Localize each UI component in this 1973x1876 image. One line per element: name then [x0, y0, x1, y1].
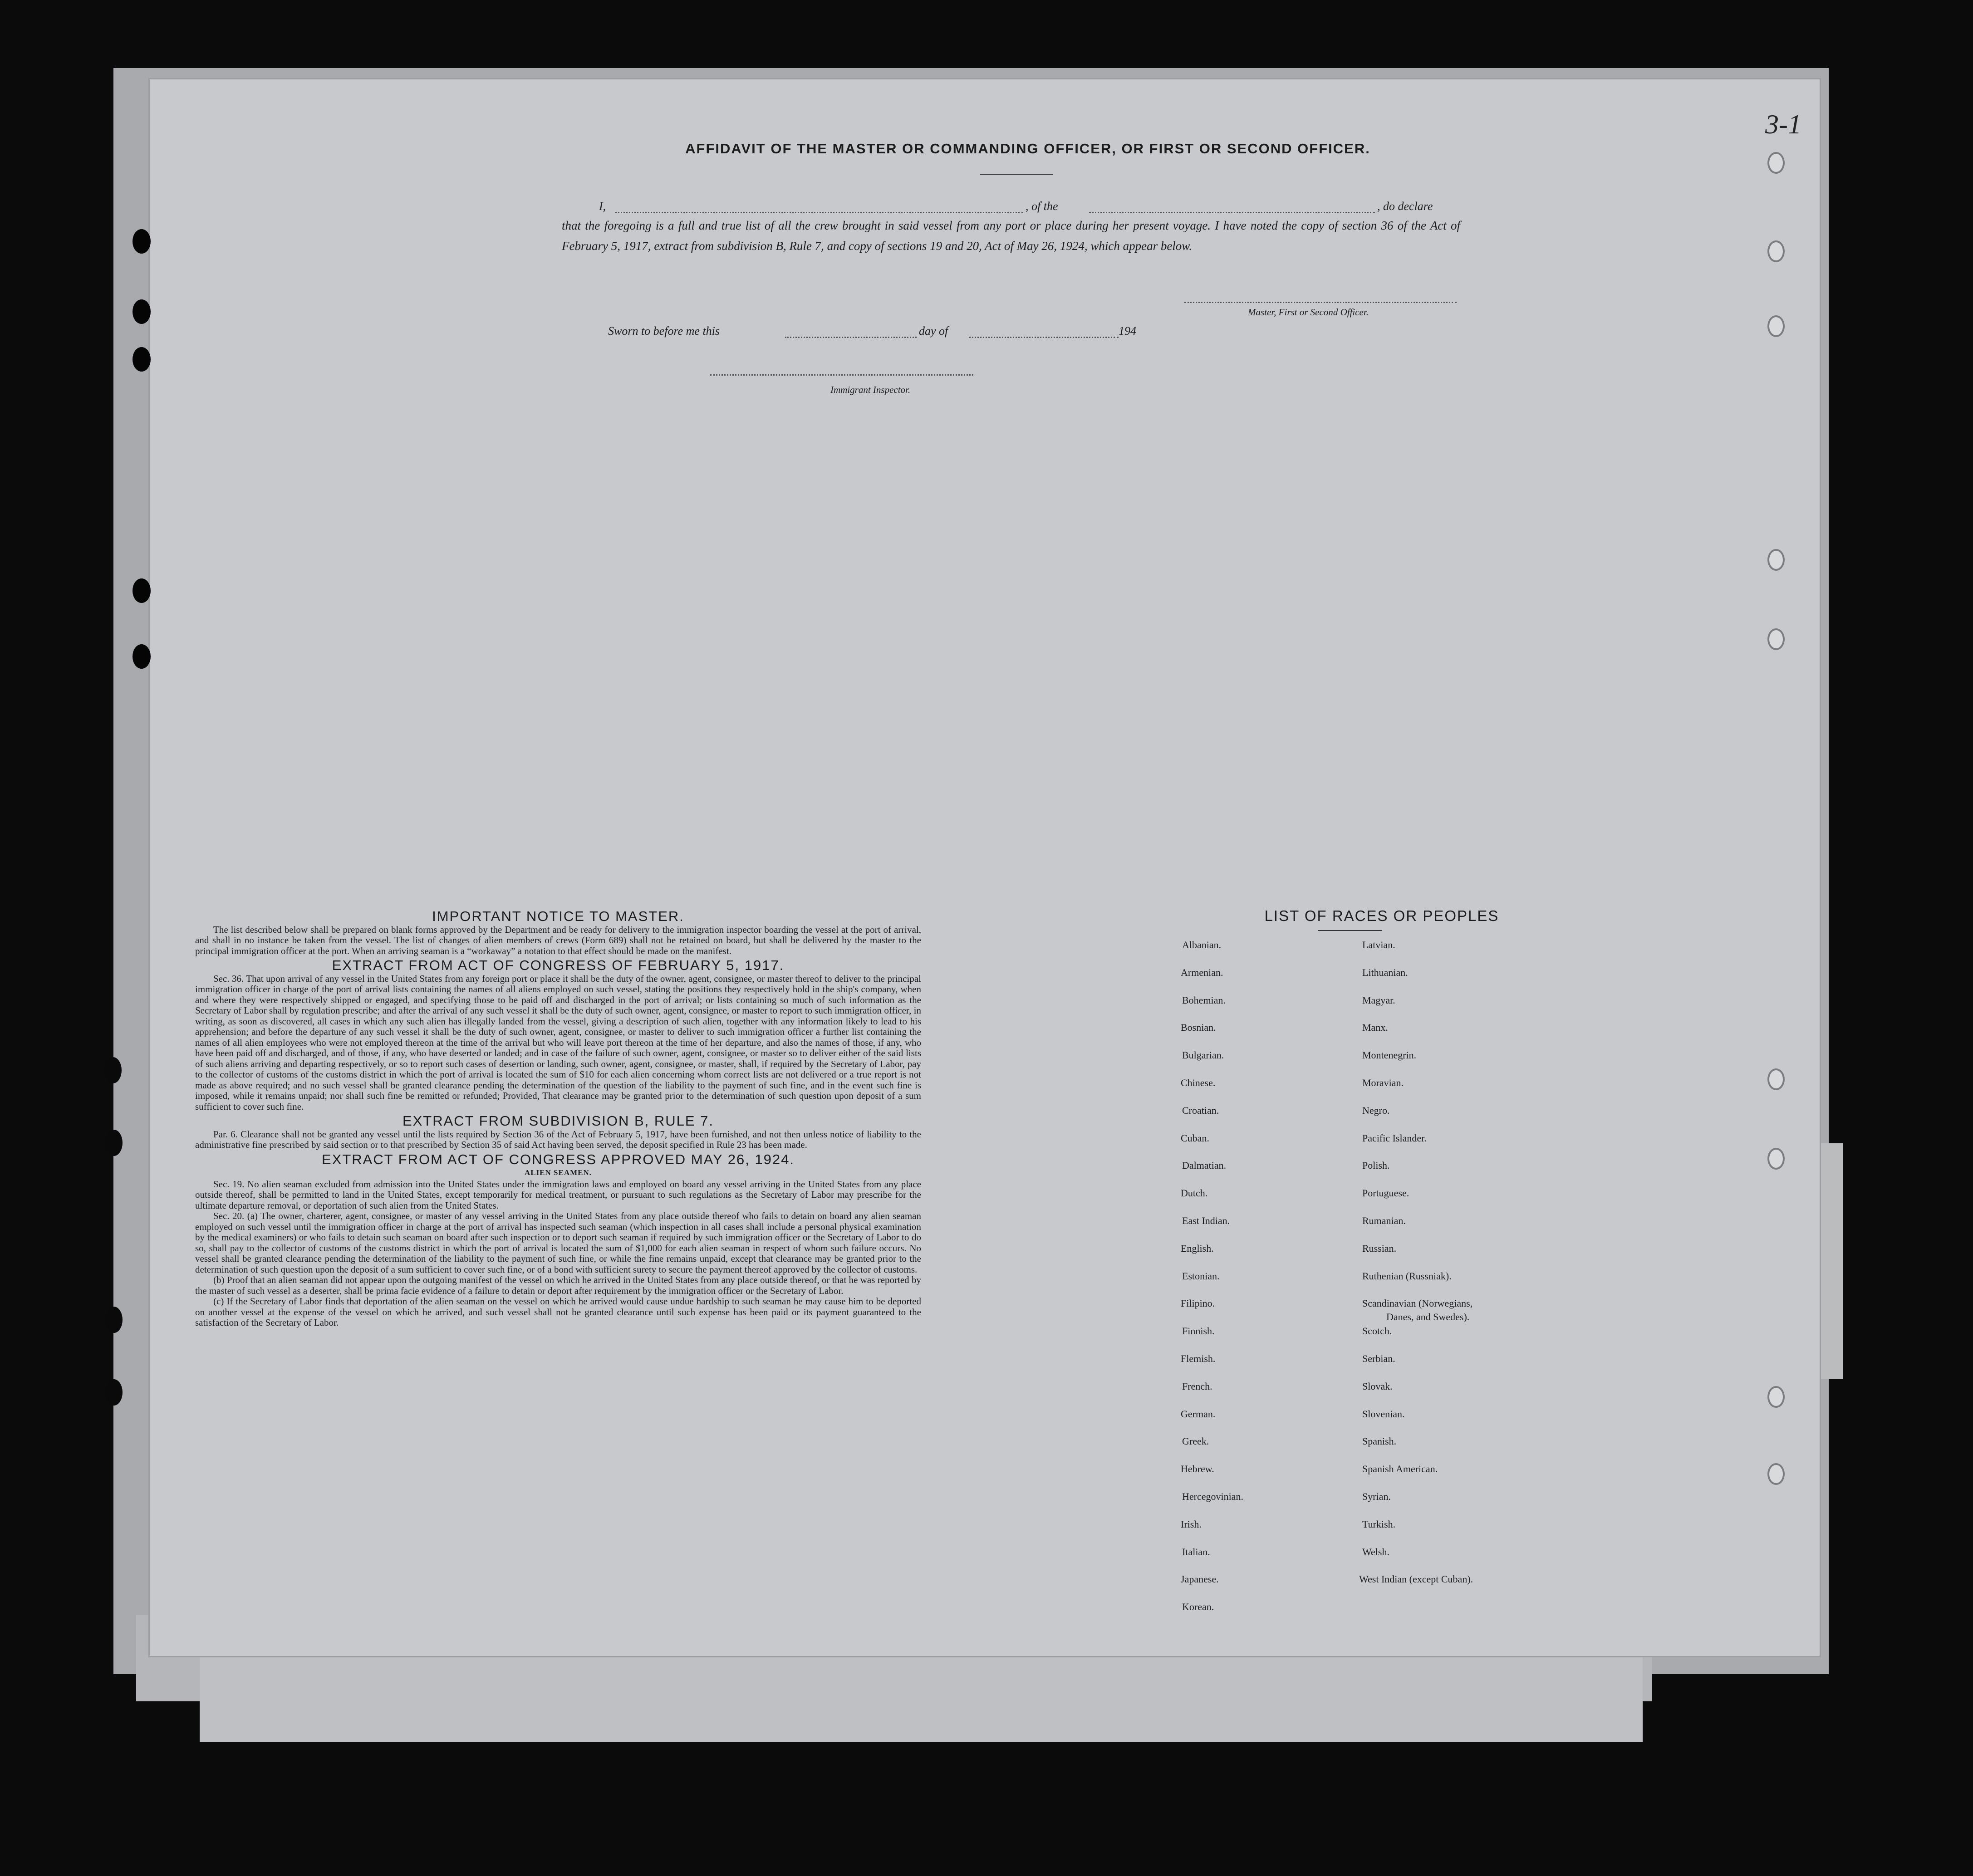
affidavit-body: that the foregoing is a full and true list of all the crew brought in said vessel from any port or place during her present voyage. I have noted the copy of section 36 of the Act of February 5, 1917, extract from subdivision B, Rule 7, and copy of sections 19 and 20, Act of May 26, 1924, which appear below.: [562, 219, 1460, 253]
ring-hole: [1767, 1068, 1785, 1090]
race-item: Magyar.: [1362, 994, 1395, 1006]
extract2-text: Par. 6. Clearance shall not be granted any vessel until the lists required by Section 36 of the Act of February 5, 1917, have been furnished, and not then unless notice of liability to the administrative fine prescribed by said section or to that prescribed by Section 35 of said Act having been served, the deposit specified in Rule 23 has been made.: [195, 1128, 921, 1150]
extract3-title: EXTRACT FROM ACT OF CONGRESS APPROVED MAY 26, 1924.: [321, 1151, 795, 1167]
race-item: German.: [1181, 1408, 1216, 1420]
race-item: Korean.: [1182, 1601, 1214, 1613]
master-signature-label: Master, First or Second Officer.: [1248, 307, 1369, 318]
race-item: East Indian.: [1182, 1215, 1230, 1226]
ring-hole: [1767, 1463, 1785, 1485]
ring-hole: [1767, 628, 1785, 650]
bottom-tab: [200, 1651, 1643, 1742]
race-item: Croatian.: [1182, 1104, 1219, 1116]
race-item: Serbian.: [1362, 1353, 1395, 1364]
punch-hole: [105, 1307, 123, 1333]
race-item: Slovak.: [1362, 1380, 1393, 1392]
race-item: Scotch.: [1362, 1325, 1392, 1337]
ring-hole: [1767, 549, 1785, 571]
affidavit-do-declare: , do declare: [1377, 200, 1433, 213]
form-sheet: [150, 79, 1820, 1656]
punch-hole: [105, 1130, 123, 1156]
race-item: Spanish American.: [1362, 1463, 1438, 1475]
race-item: Cuban.: [1181, 1132, 1209, 1144]
notice-title: IMPORTANT NOTICE TO MASTER.: [432, 908, 684, 924]
race-item: Greek.: [1182, 1435, 1209, 1447]
master-signature-line: [1184, 302, 1457, 303]
race-item: Irish.: [1181, 1518, 1202, 1530]
race-item: English.: [1181, 1242, 1214, 1254]
affidavit-title: AFFIDAVIT OF THE MASTER OR COMMANDING OFFICER, OR FIRST OR SECOND OFFICER.: [685, 141, 1370, 157]
race-item: Lithuanian.: [1362, 966, 1408, 978]
race-item: Japanese.: [1181, 1573, 1219, 1585]
name-line: [615, 212, 1023, 213]
punch-hole: [133, 644, 151, 669]
race-item: Welsh.: [1362, 1546, 1389, 1558]
ring-hole: [1767, 1148, 1785, 1170]
race-item: Syrian.: [1362, 1491, 1391, 1502]
year-text: 194: [1119, 324, 1136, 338]
title-underline: [980, 174, 1053, 175]
extract1-title: EXTRACT FROM ACT OF CONGRESS OF FEBRUARY 5, 1917.: [332, 957, 785, 973]
sec19-text: Sec. 19. No alien seaman excluded from admission into the United States under the immigration laws and employed on board any vessel arriving in the United States from any place outside thereof, shall be permitted to land in the United States, except temporarily for medical treatment, or pursuant to such regulations as the Secretary of Labor may prescribe for the ultimate departure removal, or deportation of such alien from the United States.: [195, 1178, 921, 1211]
punch-hole: [133, 347, 151, 372]
race-item: Russian.: [1362, 1242, 1397, 1254]
race-item: Albanian.: [1182, 939, 1222, 950]
extract1-text: Sec. 36. That upon arrival of any vessel in the United States from any foreign port or place it shall be the duty of the owner, agent, consignee, or master thereof to deliver to the principal immigration officer in charge of the port of arrival lists containing the names of all aliens employed on such vessel, stating the positions they respectively hold in the ship's company, when and where they were respectively shipped or engaged, and specifying those to be paid off and discharged in the port of arrival; or lists containing so much of such information as the Secretary of Labor shall by regulation prescribe; and after the arrival of any such vessel it shall be the duty of such owner, agent, consignee, or master to report to such immigration officer, in writing, as soon as discovered, all cases in which any such alien has illegally landed from the vessel, giving a description of such alien, together with any information likely to lead to his apprehension; and before the departure of any such vessel it shall be the duty of such owner, agent, consignee, or master to deliver to such immigration officer a further list containing the names of all alien employees who were not employed thereon at the time of the arrival but who will leave port thereon at the time of her departure, and also the names of those, if any, who have been paid off and discharged, and of those, if any, who have deserted or landed; and in case of the failure of such owner, agent, consignee, or master so to deliver either of the said lists of such aliens arriving and departing respectively, or so to report such cases of desertion or landing, such owner, agent, consignee, or master, shall, if required by the Secretary of Labor, pay to the collector of customs of the customs district in which the port of arrival is located the sum of $10 for each alien concerning whom correct lists are not delivered or a true report is not made as above required; and no such vessel shall be granted clearance pending the determination of the question of the liability to the payment of such fine, and in the event such fine is imposed, while it remains unpaid; nor shall such fine be remitted or refunded; Provided, That clearance may be granted prior to the determination of such question upon deposit of a sum sufficient to cover such fine.: [195, 973, 921, 1112]
race-item: Filipino.: [1181, 1298, 1215, 1309]
race-item: Montenegrin.: [1362, 1049, 1417, 1061]
punch-hole: [133, 299, 151, 324]
race-item: Dutch.: [1181, 1187, 1208, 1199]
sec20b-text: (b) Proof that an alien seaman did not appear upon the outgoing manifest of the vessel on which he arrived in the United States from any place outside thereof, or that he was reported by the master of such vessel as a deserter, shall be prima facie evidence of a failure to detain or deport after requirement by the immigration officer or the Secretary of Labor.: [195, 1274, 921, 1296]
ring-hole: [1767, 152, 1785, 174]
race-item: Finnish.: [1182, 1325, 1215, 1337]
sworn-day-line: [785, 337, 917, 338]
race-item: Negro.: [1362, 1104, 1390, 1116]
ring-hole: [1767, 315, 1785, 337]
sec20a-text: Sec. 20. (a) The owner, charterer, agent, consignee, or master of any vessel arriving in the United States from any place outside thereof who fails to detain on board any alien seaman employed on such vessel until the immigration officer in charge at the port of arrival has inspected such seaman (which inspection in all cases shall include a personal physical examination by the medical examiners) or who fails to detain such seaman on board after such inspection or to deport such seaman if required by such immigration officer or the Secretary of Labor to do so, shall pay to the collector of customs of the customs district in which the port of arrival is located the sum of $1,000 for each alien seaman in respect of whom such failure occurs. No vessel shall be granted clearance pending the determination of the liability to the payment of such fine, or while the fine remains unpaid, except that clearance may be granted prior to the determination of such question upon the deposit of a sum sufficient to cover such fine, or of a bond with sufficient surety to secure the payment thereof approved by the collector of customs.: [195, 1210, 921, 1275]
punch-hole: [105, 1379, 123, 1406]
race-item: Italian.: [1182, 1546, 1210, 1558]
race-item: Moravian.: [1362, 1077, 1404, 1088]
vessel-line: [1089, 212, 1375, 213]
race-item: Latvian.: [1362, 939, 1395, 950]
race-item: Chinese.: [1181, 1077, 1216, 1088]
extract2-title: EXTRACT FROM SUBDIVISION B, RULE 7.: [402, 1113, 714, 1129]
notice-column: [195, 907, 921, 1328]
affidavit-i: I,: [599, 200, 606, 213]
race-item: Hercegovinian.: [1182, 1491, 1243, 1502]
races-title-underline: [1318, 930, 1382, 931]
race-item: Scandinavian (Norwegians,: [1362, 1298, 1473, 1309]
sworn-text: Sworn to before me this: [608, 324, 720, 338]
race-item: West Indian (except Cuban).: [1359, 1573, 1473, 1585]
race-item: Dalmatian.: [1182, 1160, 1227, 1171]
race-item: Estonian.: [1182, 1270, 1220, 1282]
ring-hole: [1767, 1386, 1785, 1408]
day-of-text: day of: [919, 324, 948, 338]
race-item: Ruthenian (Russniak).: [1362, 1270, 1452, 1282]
race-item: Armenian.: [1181, 966, 1223, 978]
race-item: Bohemian.: [1182, 994, 1226, 1006]
sec20c-text: (c) If the Secretary of Labor finds that deportation of the alien seaman on the vessel on which he arrived would cause undue hardship to such seaman he may cause him to be deported on another vessel at the expense of the vessel on which he arrived, and such vessel shall not be granted clearance until such expense has been paid or its payment guaranteed to the satisfaction of the Secretary of Labor.: [195, 1296, 921, 1328]
races-title: LIST OF RACES OR PEOPLES: [1264, 907, 1499, 924]
punch-hole: [133, 229, 151, 254]
race-item: Danes, and Swedes).: [1386, 1311, 1470, 1323]
race-item: Slovenian.: [1362, 1408, 1405, 1420]
punch-hole: [133, 578, 151, 603]
race-item: Flemish.: [1181, 1353, 1216, 1364]
race-item: Polish.: [1362, 1160, 1390, 1171]
race-item: Bosnian.: [1181, 1022, 1216, 1034]
race-item: Rumanian.: [1362, 1215, 1406, 1226]
ring-hole: [1767, 240, 1785, 262]
affidavit-of-the: , of the: [1026, 200, 1058, 213]
race-item: French.: [1182, 1380, 1212, 1392]
margin-note: 3-1: [1765, 109, 1801, 139]
race-item: Bulgarian.: [1182, 1049, 1224, 1061]
punch-hole: [104, 1057, 122, 1083]
race-item: Portuguese.: [1362, 1187, 1409, 1199]
notice-text: The list described below shall be prepared on blank forms approved by the Department and be ready for delivery to the immigration inspector boarding the vessel at the port of arrival, and shall in no instance be taken from the vessel. The list of changes of alien members of crews (Form 689) shall not be retained on board, but shall be delivered by the master to the principal immigration officer at the port. When an arriving seaman is a “workaway” a notation to that effect should be made on the manifest.: [195, 924, 921, 956]
race-item: Pacific Islander.: [1362, 1132, 1427, 1144]
race-item: Turkish.: [1362, 1518, 1396, 1530]
race-item: Hebrew.: [1181, 1463, 1214, 1475]
extract3-subtitle: ALIEN SEAMEN.: [524, 1168, 592, 1177]
sworn-month-line: [969, 337, 1119, 338]
race-item: Manx.: [1362, 1022, 1388, 1034]
inspector-signature-label: Immigrant Inspector.: [830, 384, 911, 395]
inspector-signature-line: [710, 374, 973, 376]
race-item: Spanish.: [1362, 1435, 1397, 1447]
